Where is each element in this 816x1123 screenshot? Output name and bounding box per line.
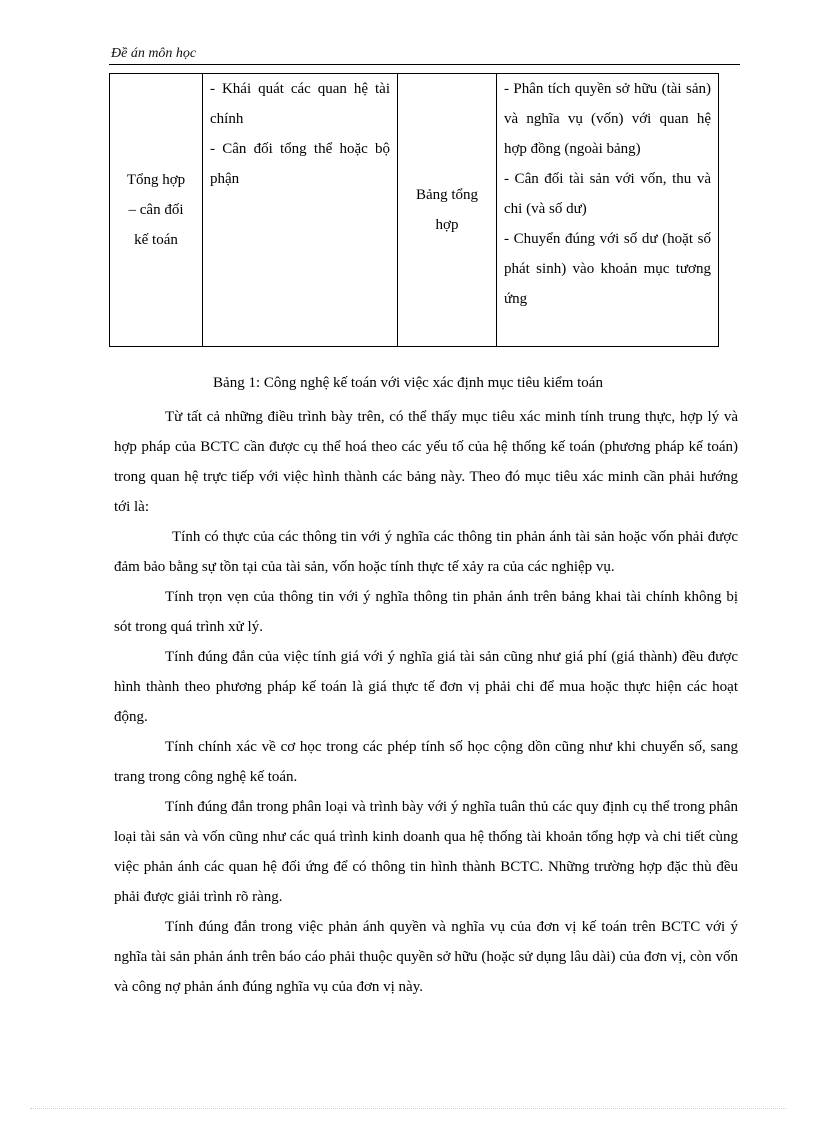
footer-divider [30, 1108, 786, 1109]
table-cell-purpose [203, 74, 398, 347]
paragraph: Tính chính xác về cơ học trong các phép tính số học cộng dồn cũng như khi chuyển số, sang trang trong công nghệ kế toán. [114, 739, 738, 785]
header-divider [109, 64, 740, 65]
cell-line: kế toán [134, 232, 178, 248]
table-cell-objectives [497, 74, 719, 347]
paragraph: Tính đúng đắn trong phân loại và trình bày với ý nghĩa tuân thủ các quy định cụ thể trong phân loại tài sản và vốn cũng như các quá trình kinh doanh qua hệ thống tài khoản tổng hợp và chi tiết cùng việc phản ánh các quan hệ đối ứng để có thông tin hình thành BCTC. Những trường hợp đặc thù đều phải được giải trình rõ ràng. [114, 799, 738, 905]
cell-item: - Cân đối tổng thể hoặc bộ phận [210, 141, 390, 187]
table-cell-method [110, 74, 203, 347]
accounting-table [109, 73, 719, 347]
paragraph: Từ tất cả những điều trình bày trên, có thể thấy mục tiêu xác minh tính trung thực, hợp lý và hợp pháp của BCTC cần được cụ thể hoá theo các yếu tố của hệ thống kế toán (phương pháp kế toán) trong quan hệ trực tiếp với việc hình thành các bảng này. Theo đó mục tiêu xác minh cần phải hướng tới là: [114, 409, 738, 515]
table-caption: Bảng 1: Công nghệ kế toán với việc xác định mục tiêu kiểm toán [213, 375, 603, 391]
cell-item: - Chuyển đúng với số dư (hoặt số phát sinh) vào khoản mục tương ứng [504, 231, 711, 307]
page-header-title: Đề án môn học [111, 46, 197, 61]
cell-line: Bảng tổng [415, 187, 479, 203]
cell-item: - Phân tích quyền sở hữu (tài sản) và nghĩa vụ (vốn) với quan hệ hợp đồng (ngoài bảng) [504, 81, 711, 157]
body-text [114, 402, 738, 1002]
paragraph: Tính có thực của các thông tin với ý nghĩa các thông tin phản ánh tài sản hoặc vốn phải được đảm bảo bằng sự tồn tại của tài sản, vốn hoặc tính thực tế xảy ra của các nghiệp vụ. [114, 529, 738, 575]
cell-line: hợp [435, 217, 459, 233]
cell-line: Tổng hợp [126, 172, 186, 188]
paragraph: Tính đúng đắn trong việc phản ánh quyền và nghĩa vụ của đơn vị kế toán trên BCTC với ý nghĩa tài sản phản ánh trên báo cáo phải thuộc quyền sở hữu (hoặc sử dụng lâu dài) của đơn vị, còn vốn và công nợ phản ánh đúng nghĩa vụ của đơn vị này. [114, 919, 738, 995]
table-cell-output [398, 74, 497, 347]
cell-item: - Cân đối tài sản với vốn, thu và chi (và số dư) [504, 171, 711, 217]
cell-line: – cân đối [128, 202, 184, 218]
paragraph: Tính đúng đắn của việc tính giá với ý nghĩa giá tài sản cũng như giá phí (giá thành) đều được hình thành theo phương pháp kế toán là giá thực tế đơn vị phải chi để mua hoặc thực hiện các hoạt động. [114, 649, 738, 725]
paragraph: Tính trọn vẹn của thông tin với ý nghĩa thông tin phản ánh trên bảng khai tài chính không bị sót trong quá trình xử lý. [114, 589, 738, 635]
table-row [110, 74, 719, 347]
cell-item: - Khái quát các quan hệ tài chính [210, 81, 390, 127]
